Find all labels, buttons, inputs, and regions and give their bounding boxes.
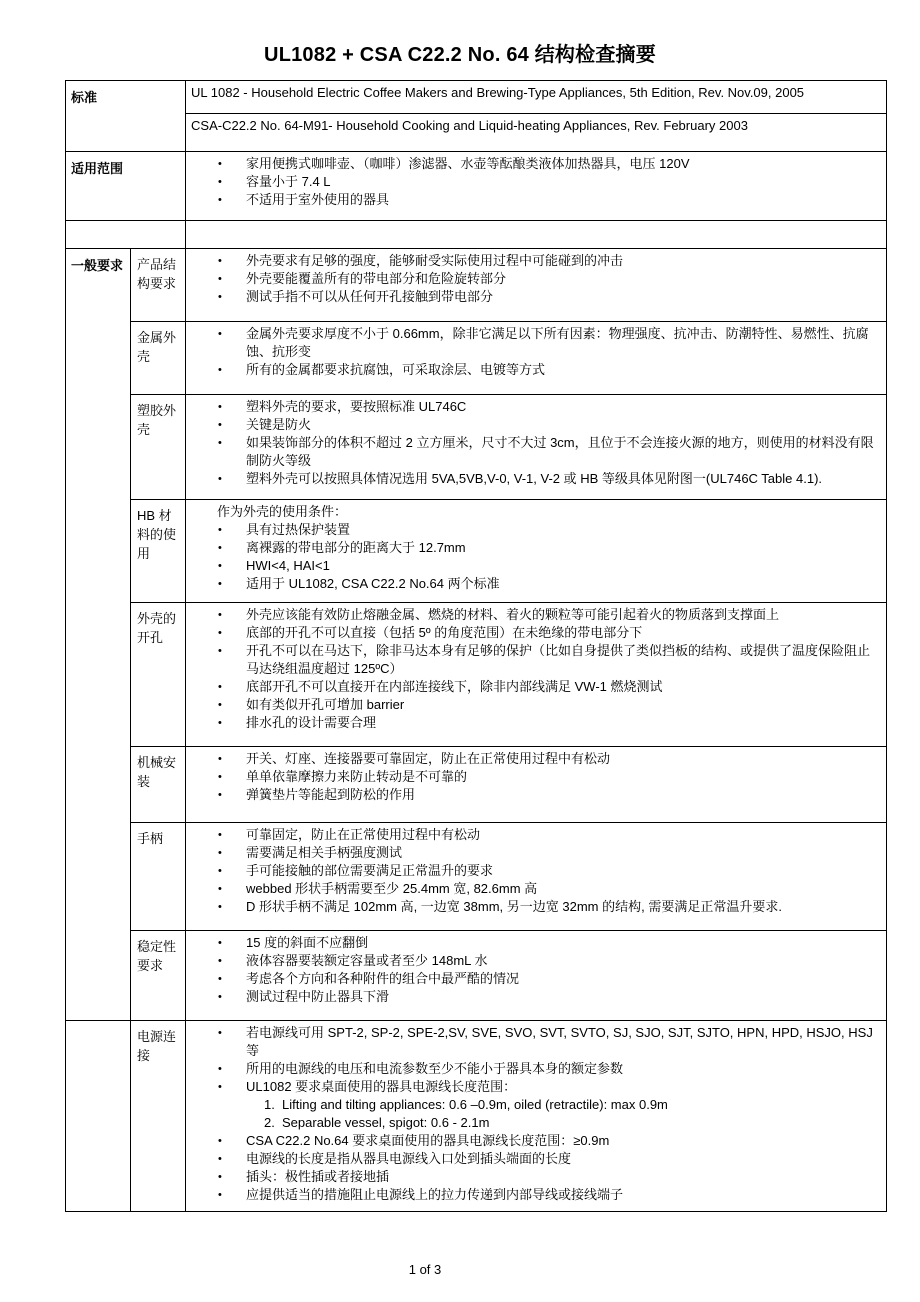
list-item: • 具有过热保护装置 [186, 521, 880, 539]
list-item: • 外壳要求有足够的强度，能够耐受实际使用过程中可能碰到的冲击 [186, 252, 880, 270]
list-item: • 开孔不可以在马达下，除非马达本身有足够的保护（比如自身提供了类似挡板的结构、或提供了温度保险阻止马达绕组温度超过 125ºC） [186, 642, 880, 678]
list-item: • 应提供适当的措施阻止电源线上的拉力传递到内部导线或接线端子 [186, 1186, 880, 1204]
list-item: • 插头：极性插或者接地插 [186, 1168, 880, 1186]
list-item: • 离裸露的带电部分的距离大于 12.7mm [186, 539, 880, 557]
list-item: 2. Separable vessel, spigot: 0.6 - 2.1m [264, 1115, 490, 1130]
standard-cell [186, 114, 887, 152]
page-number: 1 of 3 [408, 1262, 442, 1277]
section-name: 稳定性要求 [137, 939, 177, 973]
section-name: 手柄 [137, 831, 164, 846]
list-item: • D 形状手柄不满足 102mm 高, 一边宽 38mm, 另一边宽 32mm 的结构, 需要满足正常温升要求. [186, 898, 880, 916]
list-item: • 单单依靠摩擦力来防止转动是不可靠的 [186, 768, 880, 786]
standard-cell [186, 81, 887, 114]
section-row [66, 823, 887, 931]
scope-content-cell [186, 152, 887, 221]
list-item: • 外壳要能覆盖所有的带电部分和危险旋转部分 [186, 270, 880, 288]
section-list [186, 249, 886, 310]
list-item: • 手可能接触的部位需要满足正常温升的要求 [186, 862, 880, 880]
list-item: • 液体容器要装额定容量或者至少 148mL 水 [186, 952, 880, 970]
section-name: 产品结构要求 [137, 257, 177, 291]
list-item: • 弹簧垫片等能起到防松的作用 [186, 786, 880, 804]
section-name-cell [131, 931, 186, 1021]
list-item: 1. Lifting and tilting appliances: 0.6 –0.9m, oiled (retractile): max 0.9m [264, 1097, 668, 1112]
page-title: UL1082 + CSA C22.2 No. 64 结构检查摘要 [264, 44, 656, 66]
scope-label-cell [66, 152, 186, 221]
list-item: • UL1082 要求桌面使用的器具电源线长度范围： [186, 1078, 880, 1096]
power-list [186, 1021, 886, 1096]
structure-check-table [65, 80, 887, 1212]
general-label-cell [66, 249, 131, 1021]
list-item: • 塑料外壳的要求，要按照标准 UL746C [186, 398, 880, 416]
section-name-cell [131, 395, 186, 500]
list-item: • 适用于 UL1082, CSA C22.2 No.64 两个标准 [186, 575, 880, 593]
section-name: 外壳的开孔 [137, 611, 177, 645]
section-name-cell [131, 322, 186, 395]
list-item: • CSA C22.2 No.64 要求桌面使用的器具电源线长度范围：≥0.9m [186, 1132, 880, 1150]
section-row [66, 249, 887, 322]
list-item: • 可靠固定，防止在正常使用过程中有松动 [186, 826, 880, 844]
general-requirements-label: 一般要求 [71, 258, 124, 273]
section-name-cell [131, 603, 186, 747]
list-item: • HWI<4, HAI<1 [186, 557, 880, 575]
section-list [186, 521, 886, 597]
list-item: • 容量小于 7.4 L [186, 173, 880, 191]
section-name: 电源连接 [137, 1029, 177, 1063]
section-content-cell [186, 603, 887, 747]
list-item: • 外壳应该能有效防止熔融金属、燃烧的材料、着火的颗粒等可能引起着火的物质落到支撑面上 [186, 606, 880, 624]
list-item: • 底部的开孔不可以直接（包括 5º 的角度范围）在未绝缘的带电部分下 [186, 624, 880, 642]
section-row [66, 395, 887, 500]
scope-label: 适用范围 [71, 161, 124, 176]
list-item: • 若电源线可用 SPT-2, SP-2, SPE-2,SV, SVE, SVO, SVT, SVTO, SJ, SJO, SJT, SJTO, HPN, HPD, HSJO, HSJ 等 [186, 1024, 880, 1060]
section-row [66, 603, 887, 747]
list-item: • 考虑各个方向和各种附件的组合中最严酷的情况 [186, 970, 880, 988]
section-content-cell [186, 249, 887, 322]
section-name-cell [131, 1021, 186, 1212]
section-list [186, 823, 886, 920]
section-name: 机械安装 [137, 755, 177, 789]
section-intro: 作为外壳的使用条件： [217, 504, 348, 519]
list-item: • 塑料外壳可以按照具体情况选用 5VA,5VB,V-0, V-1, V-2 或 HB 等级具体见附图一(UL746C Table 4.1). [186, 470, 880, 488]
list-item: • 底部开孔不可以直接开在内部连接线下，除非内部线满足 VW-1 燃烧测试 [186, 678, 880, 696]
standard-ul1082: UL 1082 - Household Electric Coffee Makers and Brewing-Type Appliances, 5th Edition, Rev. Nov.09, 2005 [191, 85, 805, 100]
standards-label-cell [66, 81, 186, 152]
list-item: • 如果装饰部分的体积不超过 2 立方厘米，尺寸不大过 3cm，且位于不会连接火源的地方，则使用的材料没有限制防火等级 [186, 434, 880, 470]
section-list [186, 603, 886, 736]
section-content-cell [186, 395, 887, 500]
section-name-cell [131, 500, 186, 603]
standards-row-2 [66, 114, 887, 152]
standard-csa-c22-2: CSA-C22.2 No. 64-M91- Household Cooking and Liquid-heating Appliances, Rev. February 2003 [191, 118, 748, 134]
list-item: • 排水孔的设计需要合理 [186, 714, 880, 732]
list-item: • webbed 形状手柄需要至少 25.4mm 宽, 82.6mm 高 [186, 880, 880, 898]
section-name-cell [131, 747, 186, 823]
list-item: • 测试手指不可以从任何开孔接触到带电部分 [186, 288, 880, 306]
section-content-cell [186, 1021, 887, 1212]
section-name: 塑胶外壳 [137, 403, 177, 437]
list-item: • 需要满足相关手柄强度测试 [186, 844, 880, 862]
list-item: • 所有的金属都要求抗腐蚀，可采取涂层、电镀等方式 [186, 361, 880, 379]
list-item: • 电源线的长度是指从器具电源线入口处到插头端面的长度 [186, 1150, 880, 1168]
section-name-cell [131, 249, 186, 322]
section-row [66, 322, 887, 395]
section-row [66, 500, 887, 603]
section-list [186, 322, 886, 383]
list-item: • 不适用于室外使用的器具 [186, 191, 880, 209]
power-list-continued [186, 1132, 886, 1208]
section-list [186, 395, 886, 492]
list-item: • 开关、灯座、连接器要可靠固定，防止在正常使用过程中有松动 [186, 750, 880, 768]
standards-label: 标准 [71, 90, 98, 105]
list-item: • 所用的电源线的电压和电流参数至少不能小于器具本身的额定参数 [186, 1060, 880, 1078]
list-item: • 15 度的斜面不应翻倒 [186, 934, 880, 952]
list-item: • 关键是防火 [186, 416, 880, 434]
section-name: HB 材料的使用 [137, 508, 177, 561]
standards-row-1 [66, 81, 887, 114]
scope-list [186, 152, 886, 213]
section-row [66, 931, 887, 1021]
list-item: • 家用便携式咖啡壶、（咖啡）渗滤器、水壶等酝酿类液体加热器具，电压 120V [186, 155, 880, 173]
scope-row [66, 152, 887, 221]
section-name: 金属外壳 [137, 330, 177, 364]
section-content-cell [186, 747, 887, 823]
list-item: • 测试过程中防止器具下滑 [186, 988, 880, 1006]
section-name-cell [131, 823, 186, 931]
power-row [66, 1021, 887, 1212]
section-list [186, 747, 886, 808]
list-item: • 如有类似开孔可增加 barrier [186, 696, 880, 714]
section-content-cell [186, 500, 887, 603]
section-content-cell [186, 931, 887, 1021]
section-content-cell [186, 823, 887, 931]
section-row [66, 747, 887, 823]
section-list [186, 931, 886, 1010]
list-item: • 金属外壳要求厚度不小于 0.66mm，除非它满足以下所有因素：物理强度、抗冲击、防潮特性、易燃性、抗腐蚀、抗形变 [186, 325, 880, 361]
cord-length-list [186, 1096, 886, 1132]
section-content-cell [186, 322, 887, 395]
spacer-row [66, 221, 887, 249]
